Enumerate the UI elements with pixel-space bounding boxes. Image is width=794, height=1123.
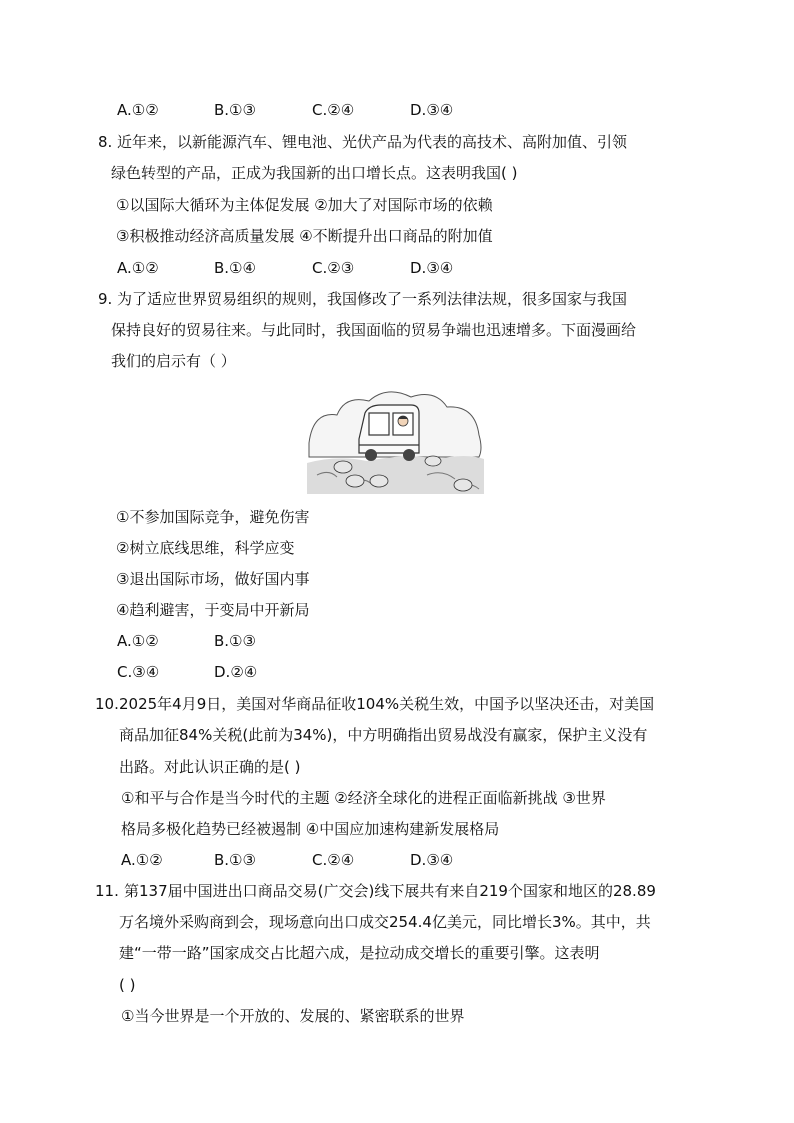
q10-statement-2: 格局多极化趋势已经被遏制 ④中国应加速构建新发展格局 bbox=[121, 820, 500, 838]
q10-statement-1: ①和平与合作是当今时代的主题 ②经济全球化的进程正面临新挑战 ③世界 bbox=[121, 789, 606, 807]
q11-stem-line-2: 万名境外采购商到会，现场意向出口成交254.4亿美元，同比增长3%。其中，共 bbox=[119, 913, 651, 931]
q8-option-a: A.①② bbox=[117, 259, 159, 277]
q7-option-d: D.③④ bbox=[410, 101, 454, 119]
q10-stem-line-3: 出路。对此认识正确的是( ) bbox=[119, 758, 301, 776]
q9-option-c: C.③④ bbox=[117, 663, 160, 681]
q7-option-b: B.①③ bbox=[214, 101, 256, 119]
q7-option-c: C.②④ bbox=[312, 101, 355, 119]
q9-option-d: D.②④ bbox=[214, 663, 258, 681]
q9-number: 9. bbox=[98, 290, 113, 308]
q10-option-d: D.③④ bbox=[410, 851, 454, 869]
q11-stem-line-4: ( ) bbox=[119, 976, 136, 994]
q8-statement-1: ①以国际大循环为主体促发展 ②加大了对国际市场的依赖 bbox=[116, 196, 493, 214]
q9-option-b: B.①③ bbox=[214, 632, 256, 650]
q7-option-a: A.①② bbox=[117, 101, 159, 119]
q9-statement-1: ①不参加国际竞争，避免伤害 bbox=[116, 508, 310, 526]
q8-stem-line-1: 近年来，以新能源汽车、锂电池、光伏产品为代表的高技术、高附加值、引领 bbox=[117, 133, 628, 151]
q9-statement-4: ④趋利避害，于变局中开新局 bbox=[116, 601, 310, 619]
q10-option-c: C.②④ bbox=[312, 851, 355, 869]
q10-stem-line-1: 2025年4月9日，美国对华商品征收104%关税生效，中国予以坚决还击，对美国 bbox=[119, 695, 655, 713]
q9-statement-3: ③退出国际市场，做好国内事 bbox=[116, 570, 310, 588]
q10-option-a: A.①② bbox=[121, 851, 163, 869]
q11-stem-line-3: 建“一带一路”国家成交占比超六成，是拉动成交增长的重要引擎。这表明 bbox=[119, 944, 600, 962]
q10-option-b: B.①③ bbox=[214, 851, 256, 869]
q8-statement-2: ③积极推动经济高质量发展 ④不断提升出口商品的附加值 bbox=[116, 227, 493, 245]
q11-statement-1: ①当今世界是一个开放的、发展的、紧密联系的世界 bbox=[121, 1007, 465, 1025]
q8-number: 8. bbox=[98, 133, 113, 151]
q10-number: 10. bbox=[95, 695, 119, 713]
q8-option-c: C.②③ bbox=[312, 259, 355, 277]
q9-statement-2: ②树立底线思维，科学应变 bbox=[116, 539, 295, 557]
q8-option-d: D.③④ bbox=[410, 259, 454, 277]
q9-stem-line-1: 为了适应世界贸易组织的规则，我国修改了一系列法律法规，很多国家与我国 bbox=[117, 290, 628, 308]
q9-stem-line-3: 我们的启示有（ ） bbox=[111, 352, 236, 370]
q11-number: 11. bbox=[95, 882, 119, 900]
q8-stem-line-2: 绿色转型的产品，正成为我国新的出口增长点。这表明我国( ) bbox=[111, 164, 518, 182]
cartoon-illustration bbox=[307, 383, 484, 494]
q9-option-a: A.①② bbox=[117, 632, 159, 650]
q8-option-b: B.①④ bbox=[214, 259, 256, 277]
q11-stem-line-1: 第137届中国进出口商品交易(广交会)线下展共有来自219个国家和地区的28.89 bbox=[124, 882, 656, 900]
q9-stem-line-2: 保持良好的贸易往来。与此同时，我国面临的贸易争端也迅速增多。下面漫画给 bbox=[111, 321, 637, 339]
q10-stem-line-2: 商品加征84%关税(此前为34%)，中方明确指出贸易战没有赢家，保护主义没有 bbox=[119, 726, 648, 744]
